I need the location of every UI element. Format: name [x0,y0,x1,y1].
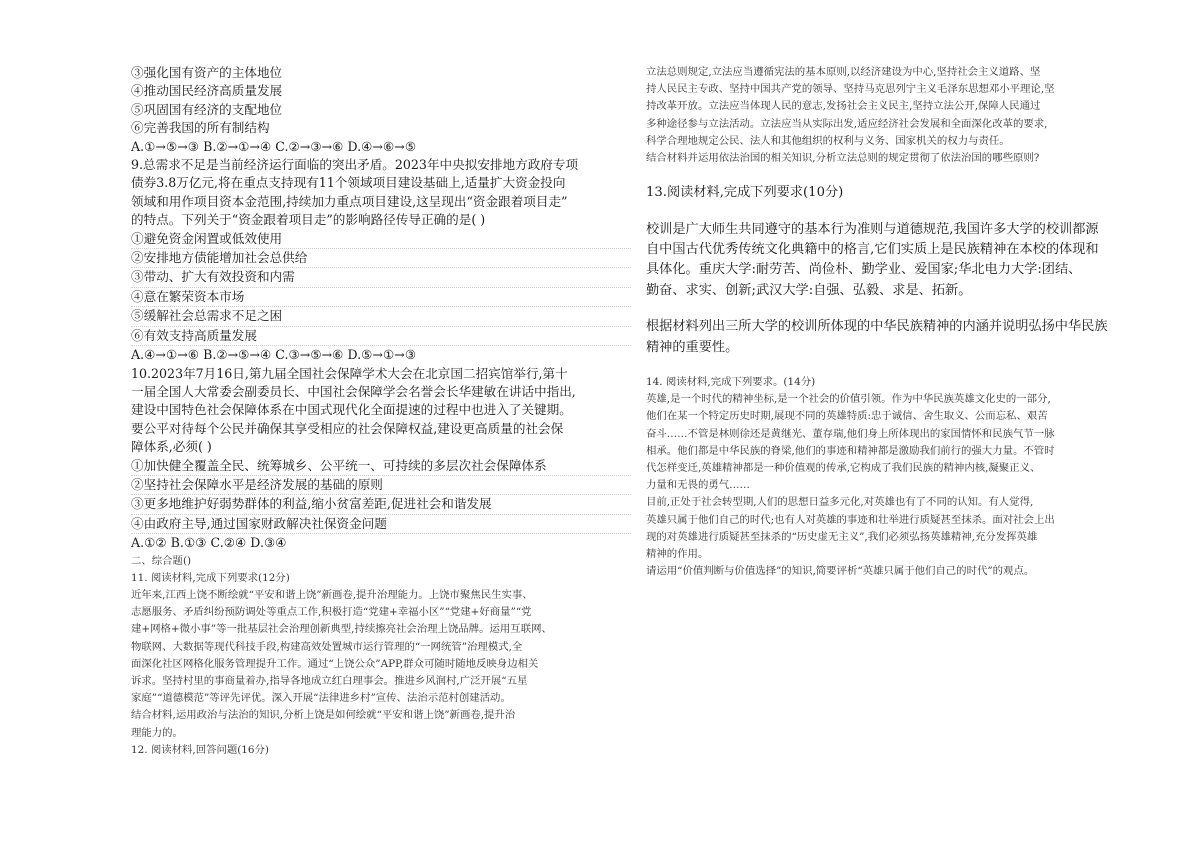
q12-line: 科学合理地规定公民、法人和其他组织的权利与义务、国家机关的权力与责任。 [646,134,1010,147]
q11-line: 诉求。坚持村里的事商量着办,指导各地成立红白理事会。推进乡风润村,广泛开展“五星 [131,674,528,687]
q8-answer-choices: A.①→⑤→③ B.②→①→④ C.②→③→⑥ D.④→⑥→⑤ [131,138,417,154]
spacer [646,167,1138,183]
q11-line: 家庭”“道德模范”等评先评优。深入开展“法律进乡村”宣传、法治示范村创建活动。 [131,692,511,705]
q11-line: 面深化社区网格化服务管理提升工作。通过“上饶公众”APP,群众可随时随地反映身边相关 [131,657,539,670]
q10-stem-line: 建设中国特色社会保障体系在中国式现代化全面提速的过程中也进入了关键期。 [131,402,572,418]
q13-line: 校训是广大师生共同遵守的基本行为准则与道德规范,我国许多大学的校训都源 [646,221,1099,237]
q10-option: ③更多地维护好弱势群体的利益,缩小贫富差距,促进社会和谐发展 [131,495,631,514]
q10-options [131,457,631,535]
q9-option: ⑤缓解社会总需求不足之困 [131,307,631,326]
q14-line: 现的对英雄进行质疑甚至抹杀的“历史虚无主义”,我们必须弘扬英雄精神,充分发挥英雄 [646,530,1038,543]
spacer [646,204,1138,220]
q13-question-line: 精神的重要性。 [646,339,739,355]
q12-line: 立法总则规定,立法应当遵循宪法的基本原则,以经济建设为中心,坚持社会主义道路、坚 [646,66,1041,78]
q11-title: 11. 阅读材料,完成下列要求(12分) [131,571,290,584]
q12-body [646,64,1138,167]
q10-option: ①加快健全覆盖全民、统筹城乡、公平统一、可持续的多层次社会保障体系 [131,457,631,476]
q12-line: 多种途径参与立法活动。立法应当从实际出发,适应经济社会发展和全面深化改革的要求, [646,117,1048,130]
q13-line: 勤奋、求实、创新;武汉大学:自强、弘毅、求是、拓新。 [646,282,972,298]
q11-line: 建+网格+微小事”等一批基层社会治理创新典型,持续擦亮社会治理上饶品牌。运用互联网、 [131,623,552,636]
q9-stem [131,156,631,230]
q10-option: ④由政府主导,通过国家财政解决社保资金问题 [131,515,631,534]
q8-options [131,64,631,138]
q14-line: 英雄,是一个时代的精神坐标,是一个社会的价值引领。作为中华民族英雄文化史的一部分, [646,393,1051,406]
q9-option: ②安排地方债能增加社会总供给 [131,249,631,268]
q10-stem-line: 10.2023年7月16日,第九届全国社会保障学术大会在北京国二招宾馆举行,第十 [131,365,568,381]
q9-stem-line: 领域和用作项目资本金范围,持续加力重点项目建设,这呈现出“资金跟着项目走” [131,193,568,209]
q9-option: ⑥有效支持高质量发展 [131,327,631,346]
q13-question [646,317,1138,358]
q8-option: ③强化国有资产的主体地位 [131,65,283,80]
q11-line: 理能力的。 [131,726,183,739]
right-column [646,64,1138,581]
q9-options [131,230,631,346]
q11-line: 志愿服务、矛盾纠纷预防调处等重点工作,积极打造“党建+幸福小区”“党建+好商量”“党 [131,606,532,619]
q11-body [131,587,631,742]
q14-line: 代怎样变迁,英雄精神都是一种价值观的传承,它构成了我们民族的精神内核,凝聚正义、 [646,462,1041,475]
q14-line: 目前,正处于社会转型期,人们的思想日益多元化,对英雄也有了不同的认知。有人觉得, [646,496,1034,509]
spacer [646,358,1138,374]
q10-stem-line: 要公平对待每个公民并确保其享受相应的社会保障权益,建设更高质量的社会保 [131,420,564,436]
q14-line: 力量和无畏的勇气…… [646,479,750,492]
q9-answer-choices: A.④→①→⑥ B.②→⑤→④ C.③→⑤→⑥ D.⑤→①→③ [131,347,417,363]
q14-title: 14. 阅读材料,完成下列要求。(14分) [646,376,816,389]
q9-stem-line: 债券3.8万亿元,将在重点支持现有11个领域项目建设基础上,适量扩大资金投向 [131,175,566,191]
q14-line: 相承。他们都是中华民族的脊梁,他们的事迹和精神都是激励我们前行的强大力量。不管时 [646,444,1055,457]
q8-option: ⑥完善我国的所有制结构 [131,120,270,136]
q10-stem-line: 一届全国人大常委会副委员长、中国社会保障学会名誉会长华建敏在讲话中指出, [131,383,576,399]
q13-question-line: 根据材料列出三所大学的校训所体现的中华民族精神的内涵并说明弘扬中华民族 [646,319,1108,335]
section-2-heading: 二、综合题() [131,554,192,567]
q9-option: ①避免资金闲置或低效使用 [131,230,631,249]
q10-stem-line: 障体系,必须( ) [131,439,212,455]
q13-body [646,220,1138,302]
q14-body [646,391,1138,580]
q8-option: ④推动国民经济高质量发展 [131,83,283,99]
q12-line: 结合材料并运用依法治国的相关知识,分析立法总则的规定贯彻了依法治国的哪些原则? [646,152,1040,165]
q13-line: 自中国古代优秀传统文化典籍中的格言,它们实质上是民族精神在本校的体现和 [646,242,1099,258]
q13-line: 具体化。重庆大学:耐劳苦、尚俭朴、勤学业、爱国家;华北电力大学:团结、 [646,262,1082,278]
q14-line: 精神的作用。 [646,548,709,561]
q12-title: 12. 阅读材料,回答问题(16分) [131,743,269,756]
q11-line: 结合材料,运用政治与法治的知识,分析上饶是如何绘就“平安和谐上饶”新画卷,提升治 [131,709,516,722]
q13-title: 13.阅读材料,完成下列要求(10分) [646,185,844,201]
q12-line: 持改革开放。立法应当体现人民的意志,发扬社会主义民主,坚持立法公开,保障人民通过 [646,100,1041,113]
q9-option: ④意在繁荣资本市场 [131,288,631,307]
q11-line: 物联网、大数据等现代科技手段,构建高效处置城市运行管理的“一网统管”治理模式,全 [131,640,523,653]
q9-stem-line: 的特点。下列关于“资金跟着项目走”的影响路径传导正确的是( ) [131,212,486,228]
q9-option: ③带动、扩大有效投资和内需 [131,268,631,287]
q9-stem-line: 9.总需求不足是当前经济运行面临的突出矛盾。2023年中央拟安排地方政府专项 [131,157,579,173]
q12-line: 持人民民主专政、坚持中国共产党的领导、坚持马克思列宁主义毛泽东思想邓小平理论,坚 [646,83,1055,96]
q8-option: ⑤巩固国有经济的支配地位 [131,101,283,117]
q14-line: 英雄只属于他们自己的时代;也有人对英雄的事迹和壮举进行质疑甚至抹杀。面对社会上出 [646,513,1055,526]
q14-line: 请运用“价值判断与价值选择”的知识,简要评析“英雄只属于他们自己的时代”的观点。 [646,565,1035,578]
left-column [131,64,631,759]
q10-option: ②坚持社会保障水平是经济发展的基础的原则 [131,476,631,495]
q10-stem [131,365,631,457]
q11-line: 近年来,江西上饶不断绘就“平安和谐上饶”新画卷,提升治理能力。上饶市聚焦民生实事、 [131,588,533,601]
q14-line: 他们在某一个特定历史时期,展现不同的英雄特质:忠于诚信、舍生取义、公而忘私、艰苦 [646,410,1048,423]
q10-answer-choices: A.①② B.①③ C.②④ D.③④ [131,535,287,551]
spacer [646,301,1138,317]
q14-line: 奋斗……不管是林则徐还是黄继光、董存瑞,他们身上所体现出的家国情怀和民族气节一脉 [646,427,1055,440]
